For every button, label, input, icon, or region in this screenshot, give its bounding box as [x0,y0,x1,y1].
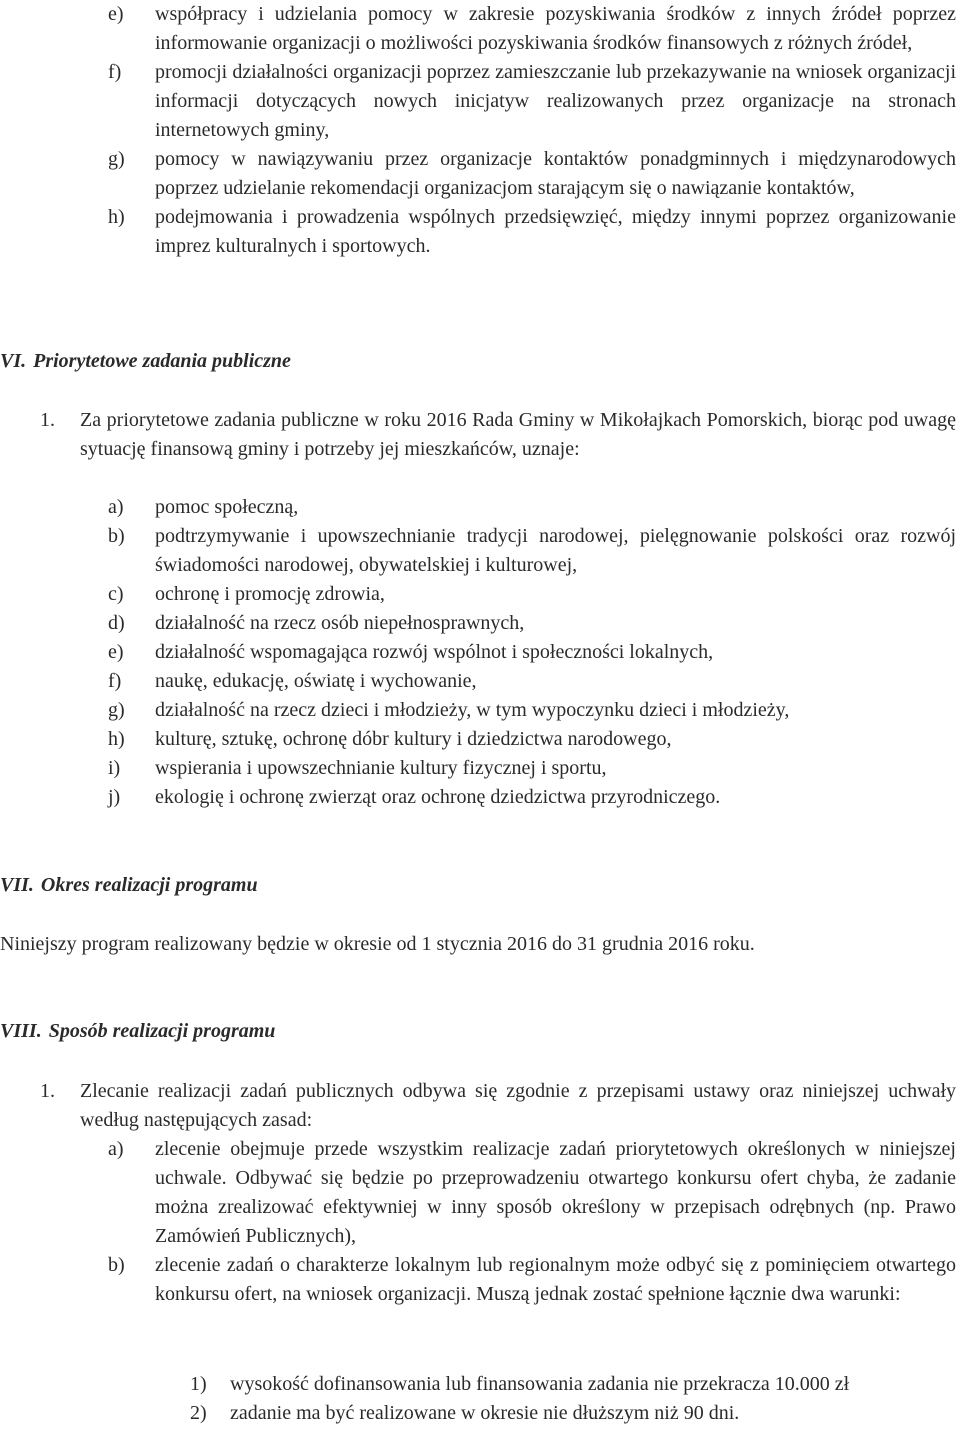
list-item-text: podejmowania i prowadzenia wspólnych przedsięwzięć, między innymi poprzez organizowanie imprez kulturalnych i sportowych. [155,206,956,257]
section-title: Okres realizacji programu [40,874,258,896]
list-item-label: i) [108,757,121,779]
list-item [108,58,956,145]
list-item [108,145,956,203]
list-item-label: d) [108,612,125,634]
list-item [108,0,956,58]
list-item-label: c) [108,583,124,605]
list-item-label: a) [108,1138,124,1160]
list-item-text: działalność wspomagająca rozwój wspólnot i społeczności lokalnych, [155,641,714,663]
commissioning-rules-list [108,1135,956,1309]
priority-tasks-list [108,493,956,812]
list-item [108,522,956,580]
list-item [108,609,956,638]
list-item [108,1135,956,1251]
list-item-text: ochronę i promocję zdrowia, [155,583,385,605]
list-item-text: działalność na rzecz dzieci i młodzieży, w tym wypoczynku dzieci i młodzieży, [155,699,790,721]
list-item-text: działalność na rzecz osób niepełnosprawnych, [155,612,525,634]
list-item-text: zlecenie zadań o charakterze lokalnym lub regionalnym może odbyć się z pominięciem otwartego konkursu ofert, na wniosek organizacji. Muszą jednak zostać spełnione łącznie dwa warunki: [155,1254,956,1305]
list-item [108,203,956,261]
list-item-label: 2) [190,1402,207,1424]
paragraph-text: Zlecanie realizacji zadań publicznych odbywa się zgodnie z przepisami ustawy oraz niniejszej uchwały według następujących zasad: [80,1080,956,1131]
paragraph-number: 1. [40,409,55,431]
list-item-text: ekologię i ochronę zwierząt oraz ochronę dziedzictwa przyrodniczego. [155,786,721,808]
list-item [108,696,956,725]
list-item [108,725,956,754]
list-item [190,1399,956,1428]
list-item-text: pomoc społeczną, [155,496,299,518]
list-item-label: h) [108,206,125,228]
numbered-paragraph [40,1077,956,1135]
list-item-label: j) [108,786,121,808]
list-item-text: promocji działalności organizacji poprzez zamieszczanie lub przekazywanie na wniosek organizacji informacji dotyczących nowych inicjatyw realizowanych przez organizacje na stronach internetowych gminy, [155,61,956,141]
list-item-label: f) [108,61,122,83]
list-item [108,783,956,812]
list-item [108,580,956,609]
paragraph-text: Za priorytetowe zadania publiczne w roku 2016 Rada Gminy w Mikołajkach Pomorskich, biorąc pod uwagę sytuację finansową gminy i potrzeby jej mieszkańców, uznaje: [80,409,956,460]
section-title: Sposób realizacji programu [48,1020,276,1042]
list-item-label: h) [108,728,125,750]
conditions-list [190,1370,956,1428]
section-viii-item-1 [40,1077,956,1135]
section-vii-heading [0,871,258,900]
list-item [108,638,956,667]
section-viii-heading [0,1017,275,1046]
list-item-text: podtrzymywanie i upowszechnianie tradycji narodowej, pielęgnowanie polskości oraz rozwój świadomości narodowej, obywatelskiej i kulturowej, [155,525,956,576]
list-item [108,493,956,522]
list-item-text: współpracy i udzielania pomocy w zakresie pozyskiwania środków z innych źródeł poprzez informowanie organizacji o możliwości pozyskiwania środków finansowych z różnych źródeł, [155,3,956,54]
list-item [108,754,956,783]
list-item-label: f) [108,670,122,692]
list-item-label: b) [108,1254,125,1276]
list-item-label: a) [108,496,124,518]
list-item-text: zlecenie obejmuje przede wszystkim realizacje zadań priorytetowych określonych w niniejszej uchwale. Odbywać się będzie po przeprowadzeniu otwartego konkursu ofert chyba, że zadanie można zrealizować efektywniej w inny sposób określony w przepisach odrębnych (np. Prawo Zamówień Publicznych), [155,1138,956,1247]
list-item [108,1251,956,1309]
list-item-text: wysokość dofinansowania lub finansowania zadania nie przekracza 10.000 zł [230,1373,850,1395]
list-item-label: 1) [190,1373,207,1395]
section-number: VII. [0,874,34,896]
list-item-label: b) [108,525,125,547]
section-title: Priorytetowe zadania publiczne [33,350,291,372]
section-vi-heading [0,347,291,376]
cooperation-forms-list [108,0,956,261]
numbered-paragraph [40,406,956,464]
list-item [190,1370,956,1399]
list-item-text: kulturę, sztukę, ochronę dóbr kultury i dziedzictwa narodowego, [155,728,672,750]
section-vii-text: Niniejszy program realizowany będzie w okresie od 1 stycznia 2016 do 31 grudnia 2016 roku. [0,933,755,955]
list-item-text: pomocy w nawiązywaniu przez organizacje kontaktów ponadgminnych i międzynarodowych poprzez udzielanie rekomendacji organizacjom starającym się o nawiązanie kontaktów, [155,148,956,199]
list-item [108,667,956,696]
list-item-text: wspierania i upowszechnianie kultury fizycznej i sportu, [155,757,607,779]
list-item-label: e) [108,3,124,25]
list-item-label: g) [108,148,125,170]
section-number: VI. [0,350,27,372]
list-item-label: e) [108,641,124,663]
list-item-label: g) [108,699,125,721]
section-vi-item-1 [40,406,956,464]
list-item-text: naukę, edukację, oświatę i wychowanie, [155,670,477,692]
section-number: VIII. [0,1020,42,1042]
list-item-text: zadanie ma być realizowane w okresie nie dłuższym niż 90 dni. [230,1402,740,1424]
paragraph-number: 1. [40,1080,55,1102]
